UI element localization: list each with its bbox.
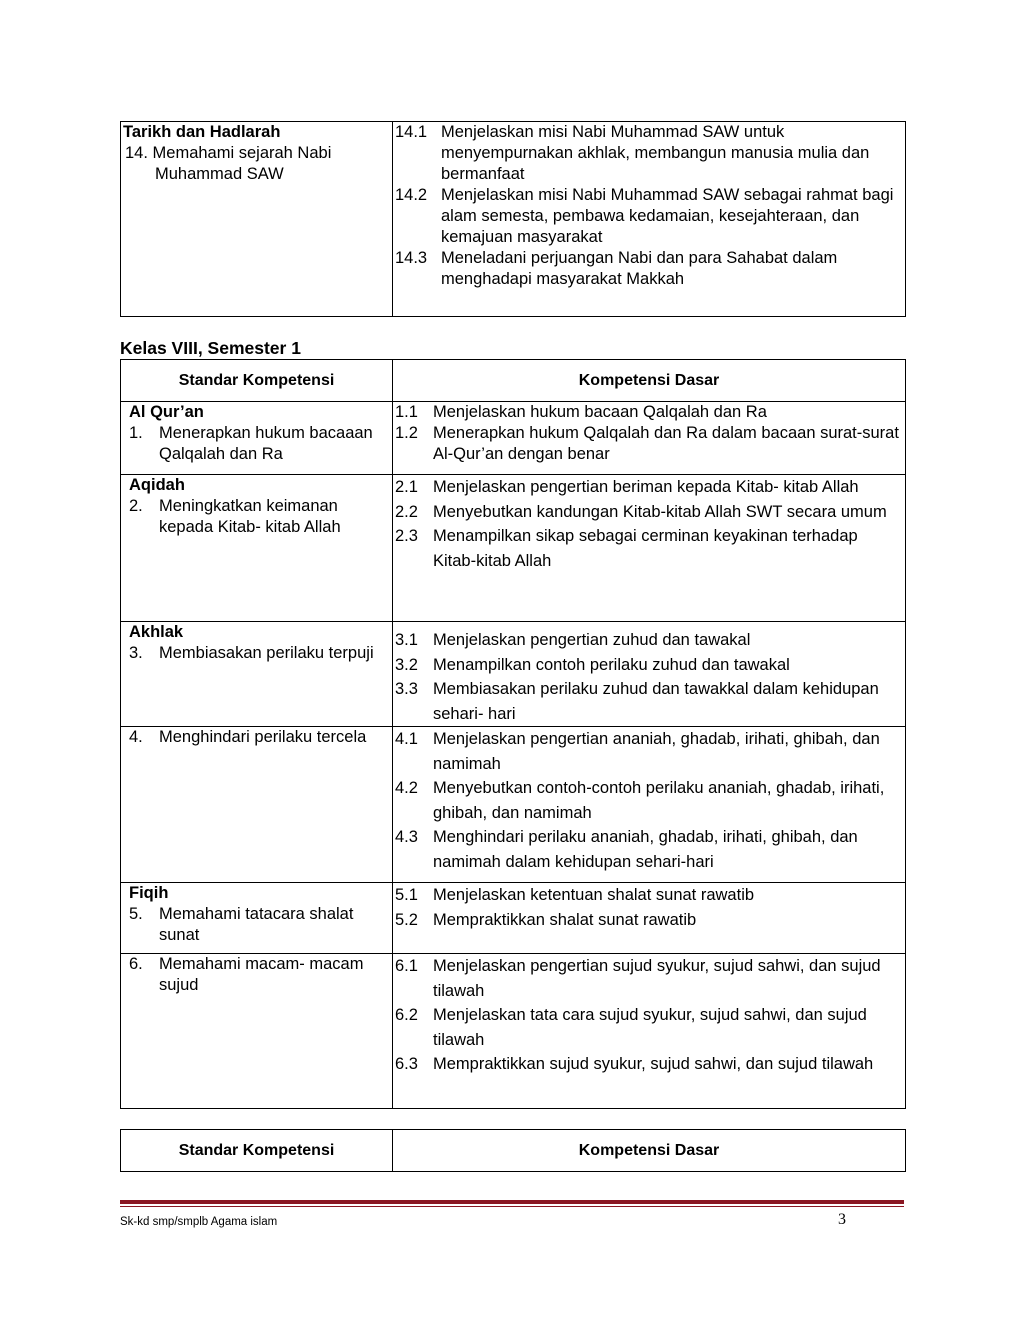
kd-text: Mempraktikkan shalat sunat rawatib [433,910,697,929]
kd-text: Menyebutkan contoh-contoh perilaku ananiah, ghadab, irihati, ghibah, dan namimah [433,779,885,822]
footer-rule-thin [120,1206,904,1207]
sk-number: 3. [129,644,143,662]
kd-cell [393,727,906,883]
kd-text: Mempraktikkan sujud syukur, sujud sahwi, dan sujud tilawah [433,1055,874,1073]
kd-item [393,402,905,423]
kd-item [393,185,905,248]
kd-text: Menjelaskan pengertian zuhud dan tawakal [433,631,751,649]
kd-text: Menjelaskan misi Nabi Muhammad SAW sebagai rahmat bagi alam semesta, pembawa kedamaian, kesejahteraan, dan kemajuan masyarakat [441,186,894,246]
kd-number: 2.1 [395,478,418,496]
sk-text: Memahami tatacara shalat sunat [159,905,354,944]
kd-text: Membiasakan perilaku zuhud dan tawakkal dalam kehidupan sehari- hari [433,680,879,723]
table-row [121,402,906,475]
sk-text: Menerapkan hukum bacaaan Qalqalah dan Ra [159,424,373,463]
kd-cell [393,475,906,622]
kd-item [393,475,905,500]
category-label: Aqidah [129,476,185,494]
kd-item [393,524,905,573]
kd-text: Menjelaskan pengertian beriman kepada Kitab- kitab Allah [433,478,859,496]
kd-item [393,500,905,525]
kd-item [393,122,905,185]
kd-number: 1.1 [395,403,418,421]
kd-item [393,908,905,933]
page-number: 3 [838,1211,846,1228]
sk-number: 6. [129,955,143,973]
competency-table [120,359,906,1109]
sk-cell [121,622,393,727]
table-row [121,622,906,727]
sk-item [121,643,392,664]
kd-item [393,1003,905,1052]
kd-item [393,653,905,678]
kd-number: 14.1 [395,123,428,141]
sk-cell [121,122,393,317]
tarikh-table [120,121,906,317]
kd-number: 5.1 [395,886,418,904]
kd-number: 14.3 [395,249,428,267]
sk-cell [121,475,393,622]
kd-text: Menjelaskan hukum bacaan Qalqalah dan Ra [433,403,767,421]
kd-item [393,628,905,653]
kd-text: Menghindari perilaku ananiah, ghadab, irihati, ghibah, dan namimah dalam kehidupan sehari-hari [433,828,858,871]
kd-number: 2.3 [395,527,418,545]
sk-cell [121,402,393,475]
sk-number: 4. [129,728,143,746]
sk-number: 1. [129,424,143,442]
sk-number: 2. [129,497,143,515]
sk-text: Memahami macam- macam sujud [159,955,364,994]
sk-cell [121,727,393,883]
sk-number: 14. [125,144,148,162]
header-kompetensi-dasar: Kompetensi Dasar [393,360,906,402]
kd-number: 6.1 [395,957,418,975]
kd-item [393,954,905,1003]
kd-item [393,825,905,874]
kd-text: Menerapkan hukum Qalqalah dan Ra dalam bacaan surat-surat Al-Qur’an dengan benar [433,424,899,463]
kd-number: 4.1 [395,730,418,748]
table-row [121,475,906,622]
sk-cell [121,883,393,954]
table-row [121,727,906,883]
kd-item [393,883,905,908]
kd-item [393,727,905,776]
kd-text: Menjelaskan ketentuan shalat sunat rawatib [433,886,755,904]
header-standar-kompetensi: Standar Kompetensi [121,360,393,402]
kd-text: Meneladani perjuangan Nabi dan para Sahabat dalam menghadapi masyarakat Makkah [441,249,838,288]
kd-number: 6.3 [395,1055,418,1073]
header-row [121,360,906,402]
kd-text: Menampilkan sikap sebagai cerminan keyakinan terhadap Kitab-kitab Allah [433,527,858,570]
kd-number: 3.3 [395,680,418,698]
section-title: Kelas VIII, Semester 1 [120,338,301,358]
kd-number: 2.2 [395,502,418,521]
footer-text: Sk-kd smp/smplb Agama islam [120,1216,278,1228]
header-kompetensi-dasar: Kompetensi Dasar [393,1130,906,1172]
sk-item [121,727,392,748]
kd-number: 6.2 [395,1006,418,1024]
kd-cell [393,883,906,954]
kd-cell [393,122,906,317]
sk-text: Menghindari perilaku tercela [159,728,367,746]
category-label: Fiqih [129,884,169,902]
footer-rule [120,1200,904,1204]
kd-number: 3.2 [395,655,418,674]
sk-item [121,143,392,185]
sk-item [121,423,392,465]
kd-number: 14.2 [395,186,428,204]
sk-item [121,496,392,538]
category-label: Akhlak [129,623,184,641]
kd-item [393,248,905,290]
sk-cell [121,954,393,1109]
table-row [121,954,906,1109]
kd-text: Menyebutkan kandungan Kitab-kitab Allah SWT secara umum [433,502,887,521]
sk-number: 5. [129,905,143,923]
category-label: Al Qur’an [129,403,204,421]
kd-item [393,423,905,465]
kd-text: Menjelaskan pengertian ananiah, ghadab, irihati, ghibah, dan namimah [433,730,880,773]
kd-cell [393,402,906,475]
kd-text: Menampilkan contoh perilaku zuhud dan tawakal [433,655,790,674]
header-standar-kompetensi: Standar Kompetensi [121,1130,393,1172]
kd-item [393,677,905,726]
sk-text: Meningkatkan keimanan kepada Kitab- kitab Allah [159,497,341,536]
kd-text: Menjelaskan tata cara sujud syukur, sujud sahwi, dan sujud tilawah [433,1006,867,1049]
kd-number: 1.2 [395,424,418,442]
header-row [121,1130,906,1172]
kd-text: Menjelaskan misi Nabi Muhammad SAW untuk menyempurnakan akhlak, membangun manusia mulia dan bermanfaat [441,123,870,183]
table-row [121,883,906,954]
sk-text: Memahami sejarah Nabi Muhammad SAW [152,144,332,183]
kd-number: 5.2 [395,910,418,929]
kd-cell [393,622,906,727]
kd-cell [393,954,906,1109]
kd-number: 4.2 [395,779,418,797]
kd-item [393,1052,905,1077]
kd-number: 4.3 [395,828,418,846]
table-row [121,122,906,317]
sk-text: Membiasakan perilaku terpuji [159,644,374,662]
category-label: Tarikh dan Hadlarah [123,123,281,141]
kd-text: Menjelaskan pengertian sujud syukur, sujud sahwi, dan sujud tilawah [433,957,881,1000]
sk-item [121,904,392,946]
next-table-header [120,1129,906,1172]
kd-item [393,776,905,825]
kd-number: 3.1 [395,631,418,649]
sk-item [121,954,392,996]
